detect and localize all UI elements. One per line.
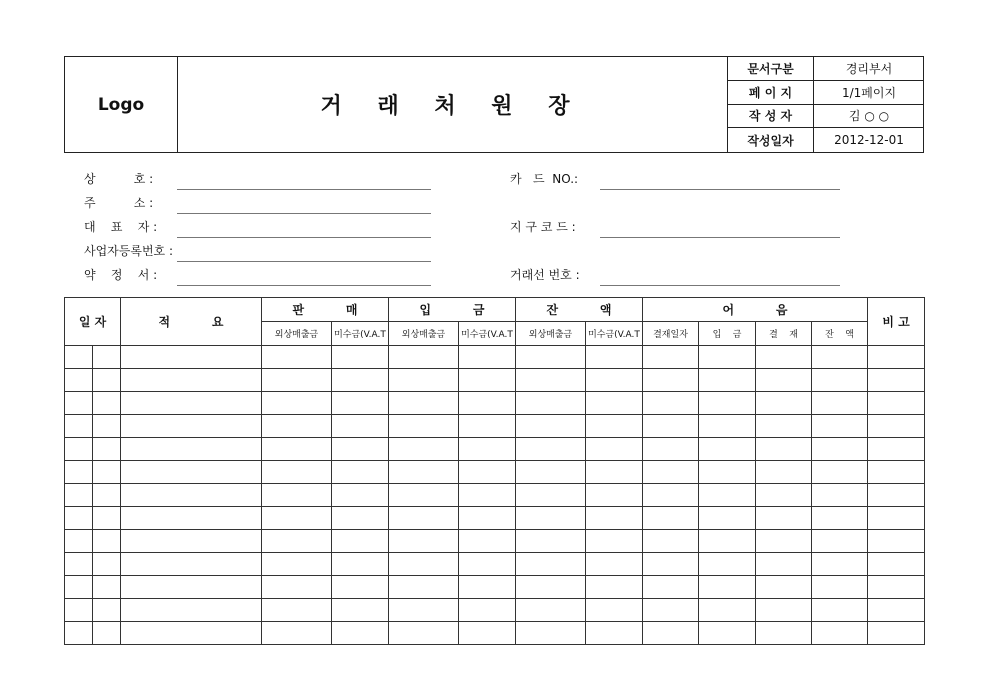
table-cell[interactable] xyxy=(756,507,812,530)
col-header-balance: 잔 액 xyxy=(516,298,643,322)
table-cell[interactable] xyxy=(93,461,121,484)
ledger-table xyxy=(64,297,925,645)
meta-label: 페 이 지 xyxy=(728,81,814,104)
table-cell[interactable] xyxy=(121,507,262,530)
subheader-sales-vat: 미수금(V.A.T xyxy=(332,322,389,346)
table-cell[interactable] xyxy=(868,599,925,622)
table-cell[interactable] xyxy=(389,553,459,576)
table-cell[interactable] xyxy=(643,369,699,392)
table-cell[interactable] xyxy=(812,461,868,484)
table-cell[interactable] xyxy=(332,622,389,645)
table-cell[interactable] xyxy=(699,346,756,369)
table-cell[interactable] xyxy=(516,553,586,576)
table-cell[interactable] xyxy=(389,507,459,530)
table-cell[interactable] xyxy=(868,484,925,507)
table-cell[interactable] xyxy=(121,622,262,645)
table-row xyxy=(65,438,925,461)
meta-label: 작성일자 xyxy=(728,128,814,152)
table-cell[interactable] xyxy=(756,392,812,415)
table-cell[interactable] xyxy=(93,553,121,576)
table-cell[interactable] xyxy=(459,415,516,438)
table-cell[interactable] xyxy=(459,507,516,530)
meta-value: 1/1페이지 xyxy=(841,85,897,100)
table-cell[interactable] xyxy=(643,599,699,622)
page-title: 거 래 처 원 장 xyxy=(320,94,584,119)
table-cell[interactable] xyxy=(586,369,643,392)
table-cell[interactable] xyxy=(756,415,812,438)
col-header-date: 일 자 xyxy=(65,298,121,346)
table-cell[interactable] xyxy=(65,599,93,622)
table-cell[interactable] xyxy=(868,461,925,484)
table-cell[interactable] xyxy=(868,346,925,369)
subheader-deposit-credit: 외상매출금 xyxy=(389,322,459,346)
table-cell[interactable] xyxy=(586,484,643,507)
field-card-no xyxy=(510,170,840,190)
table-cell[interactable] xyxy=(93,507,121,530)
table-cell[interactable] xyxy=(812,576,868,599)
table-cell[interactable] xyxy=(262,346,332,369)
field-label: 대 표 자 : xyxy=(84,220,158,234)
table-cell[interactable] xyxy=(586,507,643,530)
table-cell[interactable] xyxy=(121,346,262,369)
table-cell[interactable] xyxy=(65,576,93,599)
table-cell[interactable] xyxy=(812,622,868,645)
table-row xyxy=(65,576,925,599)
field-label: 사업자등록번호 : xyxy=(84,244,174,258)
meta-value: 김 ○ ○ xyxy=(848,109,890,124)
meta-row-author xyxy=(728,105,924,129)
table-cell[interactable] xyxy=(262,553,332,576)
table-cell[interactable] xyxy=(332,599,389,622)
table-cell[interactable] xyxy=(65,507,93,530)
table-cell[interactable] xyxy=(262,530,332,553)
table-cell[interactable] xyxy=(93,346,121,369)
table-cell[interactable] xyxy=(643,484,699,507)
table-cell[interactable] xyxy=(389,415,459,438)
table-row xyxy=(65,369,925,392)
table-cell[interactable] xyxy=(262,415,332,438)
table-cell[interactable] xyxy=(65,369,93,392)
table-cell[interactable] xyxy=(389,622,459,645)
table-cell[interactable] xyxy=(262,599,332,622)
table-cell[interactable] xyxy=(332,346,389,369)
table-cell[interactable] xyxy=(389,392,459,415)
table-cell[interactable] xyxy=(756,438,812,461)
meta-label: 문서구분 xyxy=(728,57,814,80)
representative-input-line[interactable] xyxy=(177,237,431,238)
table-cell[interactable] xyxy=(586,622,643,645)
table-cell[interactable] xyxy=(756,576,812,599)
approval-meta xyxy=(727,57,924,152)
table-cell[interactable] xyxy=(389,576,459,599)
table-cell[interactable] xyxy=(643,576,699,599)
logo: Logo xyxy=(65,57,178,152)
table-cell[interactable] xyxy=(93,392,121,415)
table-cell[interactable] xyxy=(699,576,756,599)
subheader-bill-balance: 잔 액 xyxy=(812,322,868,346)
table-cell[interactable] xyxy=(699,415,756,438)
address-input-line[interactable] xyxy=(177,213,431,214)
region-code-input-line[interactable] xyxy=(600,237,840,238)
table-cell[interactable] xyxy=(868,576,925,599)
table-cell[interactable] xyxy=(459,553,516,576)
table-cell[interactable] xyxy=(65,553,93,576)
col-header-summary: 적 요 xyxy=(121,298,262,346)
table-cell[interactable] xyxy=(699,461,756,484)
field-label: 지 구 코 드 : xyxy=(510,220,576,234)
table-cell[interactable] xyxy=(699,484,756,507)
table-cell[interactable] xyxy=(868,392,925,415)
business-reg-input-line[interactable] xyxy=(177,261,431,262)
table-cell[interactable] xyxy=(516,369,586,392)
subheader-sales-credit: 외상매출금 xyxy=(262,322,332,346)
table-cell[interactable] xyxy=(93,438,121,461)
field-client-no xyxy=(510,266,840,286)
client-no-input-line[interactable] xyxy=(600,285,840,286)
table-cell[interactable] xyxy=(332,392,389,415)
table-cell[interactable] xyxy=(65,438,93,461)
table-cell[interactable] xyxy=(516,346,586,369)
table-cell[interactable] xyxy=(65,392,93,415)
table-cell[interactable] xyxy=(868,553,925,576)
table-cell[interactable] xyxy=(459,576,516,599)
table-row xyxy=(65,461,925,484)
table-cell[interactable] xyxy=(643,346,699,369)
table-cell[interactable] xyxy=(812,369,868,392)
table-cell[interactable] xyxy=(812,415,868,438)
table-cell[interactable] xyxy=(332,415,389,438)
field-representative xyxy=(84,218,431,238)
table-cell[interactable] xyxy=(389,599,459,622)
table-cell[interactable] xyxy=(65,346,93,369)
field-label: 카 드 NO.: xyxy=(510,172,579,186)
table-cell[interactable] xyxy=(586,530,643,553)
table-cell[interactable] xyxy=(262,622,332,645)
table-cell[interactable] xyxy=(516,507,586,530)
table-cell[interactable] xyxy=(65,415,93,438)
table-cell[interactable] xyxy=(332,461,389,484)
col-header-deposit: 입 금 xyxy=(389,298,516,322)
table-cell[interactable] xyxy=(516,530,586,553)
table-cell[interactable] xyxy=(812,392,868,415)
table-cell[interactable] xyxy=(332,576,389,599)
table-cell[interactable] xyxy=(121,484,262,507)
table-cell[interactable] xyxy=(643,415,699,438)
subheader-bill-in: 입 금 xyxy=(699,322,756,346)
table-cell[interactable] xyxy=(459,484,516,507)
ledger-body xyxy=(65,346,925,645)
table-cell[interactable] xyxy=(121,553,262,576)
subheader-bill-date: 결재일자 xyxy=(643,322,699,346)
table-cell[interactable] xyxy=(516,415,586,438)
table-cell[interactable] xyxy=(868,622,925,645)
table-cell[interactable] xyxy=(643,438,699,461)
table-cell[interactable] xyxy=(756,461,812,484)
table-cell[interactable] xyxy=(93,369,121,392)
table-cell[interactable] xyxy=(332,369,389,392)
table-cell[interactable] xyxy=(65,622,93,645)
subheader-balance-credit: 외상매출금 xyxy=(516,322,586,346)
table-cell[interactable] xyxy=(65,530,93,553)
table-cell[interactable] xyxy=(389,530,459,553)
subheader-deposit-vat: 미수금(V.A.T xyxy=(459,322,516,346)
table-cell[interactable] xyxy=(459,369,516,392)
table-cell[interactable] xyxy=(756,622,812,645)
meta-value: 경리부서 xyxy=(845,61,893,76)
table-cell[interactable] xyxy=(812,484,868,507)
table-cell[interactable] xyxy=(516,622,586,645)
table-cell[interactable] xyxy=(121,461,262,484)
table-cell[interactable] xyxy=(262,484,332,507)
table-cell[interactable] xyxy=(93,622,121,645)
subheader-bill-settle: 결 재 xyxy=(756,322,812,346)
table-cell[interactable] xyxy=(699,530,756,553)
table-cell[interactable] xyxy=(121,415,262,438)
table-cell[interactable] xyxy=(812,599,868,622)
table-cell[interactable] xyxy=(332,507,389,530)
table-cell[interactable] xyxy=(586,576,643,599)
table-cell[interactable] xyxy=(699,507,756,530)
table-cell[interactable] xyxy=(868,507,925,530)
table-cell[interactable] xyxy=(868,415,925,438)
field-company xyxy=(84,170,431,190)
table-cell[interactable] xyxy=(868,369,925,392)
table-cell[interactable] xyxy=(389,461,459,484)
company-input-line[interactable] xyxy=(177,189,431,190)
contract-input-line[interactable] xyxy=(177,285,431,286)
table-cell[interactable] xyxy=(586,346,643,369)
table-cell[interactable] xyxy=(332,530,389,553)
table-cell[interactable] xyxy=(459,622,516,645)
table-cell[interactable] xyxy=(332,438,389,461)
table-cell[interactable] xyxy=(699,599,756,622)
table-cell[interactable] xyxy=(516,461,586,484)
table-cell[interactable] xyxy=(389,346,459,369)
table-cell[interactable] xyxy=(812,530,868,553)
table-cell[interactable] xyxy=(121,392,262,415)
meta-label: 작 성 자 xyxy=(728,105,814,128)
meta-row-date xyxy=(728,128,924,152)
table-cell[interactable] xyxy=(459,438,516,461)
table-cell[interactable] xyxy=(121,530,262,553)
table-cell[interactable] xyxy=(516,576,586,599)
table-cell[interactable] xyxy=(121,599,262,622)
card-no-input-line[interactable] xyxy=(600,189,840,190)
table-cell[interactable] xyxy=(756,530,812,553)
table-cell[interactable] xyxy=(65,484,93,507)
meta-row-page xyxy=(728,81,924,105)
table-cell[interactable] xyxy=(868,438,925,461)
table-cell[interactable] xyxy=(586,553,643,576)
table-cell[interactable] xyxy=(262,369,332,392)
field-label: 상 호 : xyxy=(84,172,154,186)
table-cell[interactable] xyxy=(389,438,459,461)
table-cell[interactable] xyxy=(586,438,643,461)
table-cell[interactable] xyxy=(586,461,643,484)
table-cell[interactable] xyxy=(93,484,121,507)
field-label: 약 정 서 : xyxy=(84,268,158,282)
col-header-bill: 어 음 xyxy=(643,298,868,322)
table-cell[interactable] xyxy=(389,369,459,392)
table-row xyxy=(65,530,925,553)
table-cell[interactable] xyxy=(262,576,332,599)
table-cell[interactable] xyxy=(812,553,868,576)
table-cell[interactable] xyxy=(812,438,868,461)
table-cell[interactable] xyxy=(93,576,121,599)
table-cell[interactable] xyxy=(516,392,586,415)
table-row xyxy=(65,622,925,645)
table-cell[interactable] xyxy=(459,346,516,369)
field-business-reg xyxy=(84,242,431,262)
table-cell[interactable] xyxy=(756,484,812,507)
table-cell[interactable] xyxy=(756,553,812,576)
table-cell[interactable] xyxy=(262,507,332,530)
table-row xyxy=(65,484,925,507)
table-row xyxy=(65,599,925,622)
table-cell[interactable] xyxy=(65,461,93,484)
table-cell[interactable] xyxy=(121,369,262,392)
table-row xyxy=(65,415,925,438)
table-cell[interactable] xyxy=(262,461,332,484)
table-cell[interactable] xyxy=(699,622,756,645)
table-cell[interactable] xyxy=(459,530,516,553)
table-cell[interactable] xyxy=(586,415,643,438)
table-cell[interactable] xyxy=(516,484,586,507)
table-cell[interactable] xyxy=(262,392,332,415)
subheader-balance-vat: 미수금(V.A.T xyxy=(586,322,643,346)
table-cell[interactable] xyxy=(643,530,699,553)
table-cell[interactable] xyxy=(459,461,516,484)
table-cell[interactable] xyxy=(93,415,121,438)
table-cell[interactable] xyxy=(643,553,699,576)
table-cell[interactable] xyxy=(643,392,699,415)
table-cell[interactable] xyxy=(332,484,389,507)
field-label: 주 소 : xyxy=(84,196,154,210)
col-header-remarks: 비 고 xyxy=(868,298,925,346)
document-header xyxy=(64,56,924,153)
table-cell[interactable] xyxy=(459,599,516,622)
field-region-code xyxy=(510,218,840,238)
table-cell[interactable] xyxy=(756,346,812,369)
table-cell[interactable] xyxy=(699,553,756,576)
table-cell[interactable] xyxy=(93,530,121,553)
meta-row-doc-type xyxy=(728,57,924,81)
table-cell[interactable] xyxy=(262,438,332,461)
table-cell[interactable] xyxy=(699,392,756,415)
table-cell[interactable] xyxy=(121,438,262,461)
meta-value: 2012-12-01 xyxy=(834,133,904,148)
table-cell[interactable] xyxy=(643,507,699,530)
table-cell[interactable] xyxy=(868,530,925,553)
field-address xyxy=(84,194,431,214)
field-contract xyxy=(84,266,431,286)
table-cell[interactable] xyxy=(332,553,389,576)
table-cell[interactable] xyxy=(699,438,756,461)
table-cell[interactable] xyxy=(699,369,756,392)
table-cell[interactable] xyxy=(516,438,586,461)
table-cell[interactable] xyxy=(459,392,516,415)
table-row xyxy=(65,346,925,369)
table-row xyxy=(65,507,925,530)
table-cell[interactable] xyxy=(121,576,262,599)
table-cell[interactable] xyxy=(389,484,459,507)
col-header-sales: 판 매 xyxy=(262,298,389,322)
table-cell[interactable] xyxy=(812,507,868,530)
table-cell[interactable] xyxy=(812,346,868,369)
table-cell[interactable] xyxy=(586,599,643,622)
table-cell[interactable] xyxy=(643,622,699,645)
field-label: 거래선 번호 : xyxy=(510,268,580,282)
table-row xyxy=(65,392,925,415)
table-cell[interactable] xyxy=(516,599,586,622)
table-row xyxy=(65,553,925,576)
table-cell[interactable] xyxy=(93,599,121,622)
table-cell[interactable] xyxy=(756,599,812,622)
table-cell[interactable] xyxy=(586,392,643,415)
table-cell[interactable] xyxy=(756,369,812,392)
table-cell[interactable] xyxy=(643,461,699,484)
